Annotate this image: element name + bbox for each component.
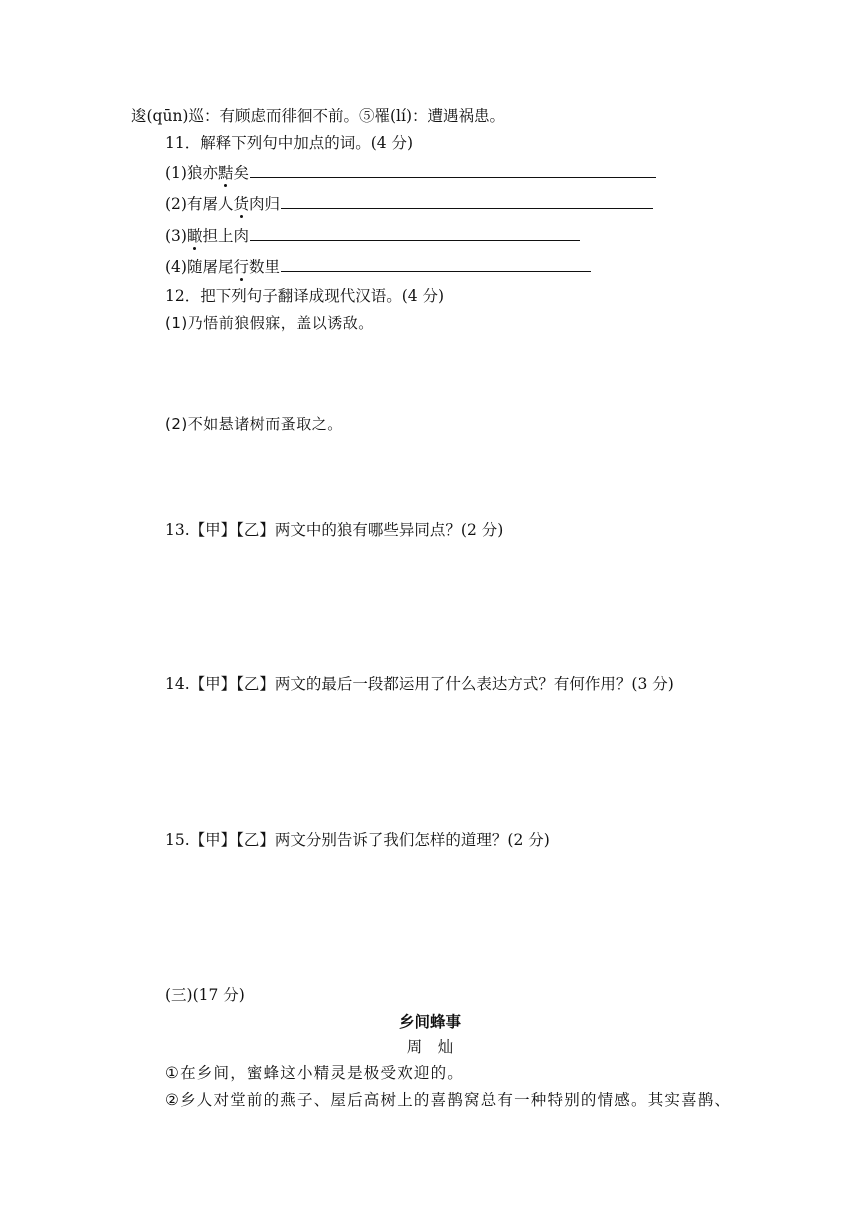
footnote-line: 逡(qūn)巡：有顾虑而徘徊不前。⑤罹(lí)：遭遇祸患。 — [131, 107, 505, 125]
q11-item-2 — [165, 193, 653, 214]
q11-item-1-before: (1)狼亦 — [165, 164, 218, 182]
q11-item-1-after: 矣 — [233, 164, 249, 182]
q11-item-3-after: 担上肉 — [202, 227, 249, 245]
q11-item-1 — [165, 162, 656, 183]
q11-item-4-before: (4)随屠尾 — [165, 258, 234, 276]
paragraph-2: ②乡人对堂前的燕子、屋后高树上的喜鹊窝总有一种特别的情感。其实喜鹊、 — [165, 1091, 732, 1109]
answer-blank-4[interactable] — [281, 256, 591, 272]
question-14: 14.【甲】【乙】两文的最后一段都运用了什么表达方式？有何作用？(3 分) — [165, 675, 674, 693]
q11-item-2-after: 肉归 — [248, 195, 280, 213]
article-author: 周 灿 — [406, 1038, 454, 1056]
question-11: 11．解释下列句中加点的词。(4 分) — [165, 134, 414, 152]
question-13: 13.【甲】【乙】两文中的狼有哪些异同点？(2 分) — [165, 521, 504, 539]
question-12: 12．把下列句子翻译成现代汉语。(4 分) — [165, 287, 445, 305]
q11-item-1-dotted-word: 黠 — [217, 164, 234, 182]
question-15: 15.【甲】【乙】两文分别告诉了我们怎样的道理？(2 分) — [165, 831, 550, 849]
q11-item-3 — [165, 225, 580, 246]
q11-item-3-before: (3) — [165, 227, 187, 245]
answer-blank-2[interactable] — [281, 193, 653, 209]
q11-item-4-after: 数里 — [248, 258, 280, 276]
q11-item-4 — [165, 256, 591, 277]
answer-blank-3[interactable] — [250, 225, 580, 241]
article-title: 乡间蜂事 — [398, 1013, 461, 1031]
paragraph-1: ①在乡间，蜜蜂这小精灵是极受欢迎的。 — [165, 1064, 464, 1082]
q12-sentence-1: (1)乃悟前狼假寐，盖以诱敌。 — [165, 314, 374, 332]
q12-sentence-2: (2)不如悬诸树而蚤取之。 — [165, 415, 343, 433]
q11-item-2-dotted-word: 货 — [233, 195, 249, 213]
q11-item-4-dotted-word: 行 — [233, 258, 249, 276]
answer-blank-1[interactable] — [250, 162, 656, 178]
section-3-heading: (三)(17 分) — [165, 986, 245, 1004]
q11-item-3-dotted-word: 瞰 — [186, 227, 203, 245]
q11-item-2-before: (2)有屠人 — [165, 195, 234, 213]
